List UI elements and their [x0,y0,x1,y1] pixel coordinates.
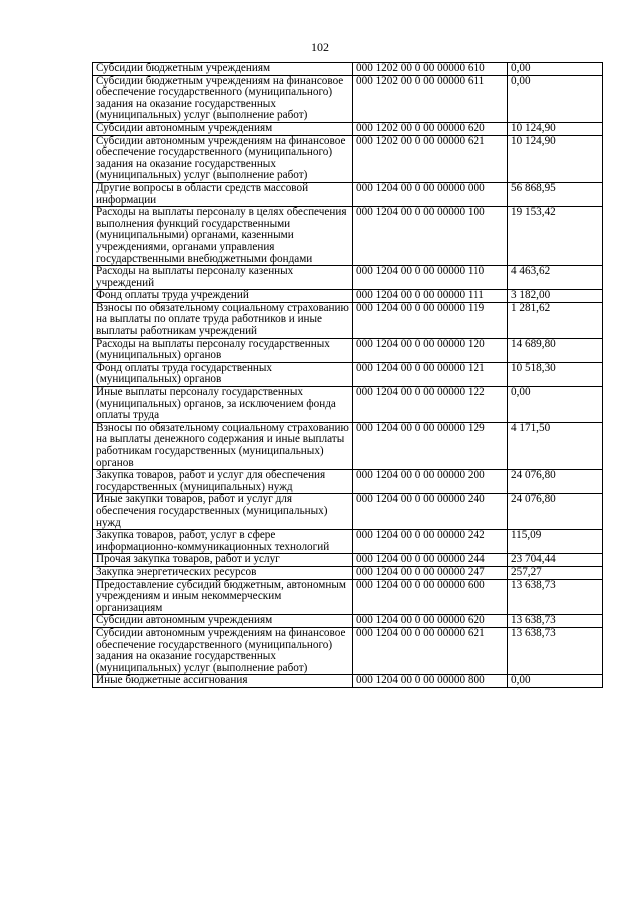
row-sum-cell: 4 463,62 [508,266,603,290]
table-row [93,302,603,338]
table-row [93,338,603,362]
table-row [93,290,603,303]
row-sum-cell: 257,27 [508,566,603,579]
table-row [93,615,603,628]
row-sum-cell: 0,00 [508,675,603,688]
row-sum-cell: 0,00 [508,387,603,423]
row-sum-cell: 0,00 [508,63,603,76]
table-row [93,362,603,386]
table-row [93,63,603,76]
row-code-cell: 000 1204 00 0 00 00000 000 [353,182,508,206]
row-name-cell: Субсидии автономным учреждениям [93,122,353,135]
row-name-cell: Прочая закупка товаров, работ и услуг [93,554,353,567]
table-row [93,422,603,469]
row-code-cell: 000 1204 00 0 00 00000 122 [353,387,508,423]
table-row [93,494,603,530]
row-sum-cell: 24 076,80 [508,494,603,530]
row-sum-cell: 10 124,90 [508,135,603,182]
row-name-cell: Расходы на выплаты персоналу казенных учреждений [93,266,353,290]
row-code-cell: 000 1204 00 0 00 00000 244 [353,554,508,567]
row-name-cell: Расходы на выплаты персоналу государственных (муниципальных) органов [93,338,353,362]
table-row [93,135,603,182]
row-sum-cell: 19 153,42 [508,207,603,266]
table-row [93,182,603,206]
row-name-cell: Фонд оплаты труда государственных (муниципальных) органов [93,362,353,386]
row-name-cell: Фонд оплаты труда учреждений [93,290,353,303]
table-row [93,566,603,579]
budget-table [92,62,603,688]
row-sum-cell: 10 518,30 [508,362,603,386]
row-sum-cell: 23 704,44 [508,554,603,567]
row-name-cell: Расходы на выплаты персоналу в целях обеспечения выполнения функций государственными (муниципальными) органами, казенными учреждениями, органами управления государственными внебюджетными фондами [93,207,353,266]
row-name-cell: Иные выплаты персоналу государственных (муниципальных) органов, за исключением фонда оплаты труда [93,387,353,423]
row-name-cell: Закупка товаров, работ и услуг для обеспечения государственных (муниципальных) нужд [93,470,353,494]
row-code-cell: 000 1204 00 0 00 00000 621 [353,627,508,674]
row-name-cell: Субсидии автономным учреждениям на финансовое обеспечение государственного (муниципального) задания на оказание государственных (муниципальных) услуг (выполнение работ) [93,627,353,674]
row-sum-cell: 4 171,50 [508,422,603,469]
row-sum-cell: 13 638,73 [508,627,603,674]
budget-table-body [93,63,603,688]
row-code-cell: 000 1204 00 0 00 00000 200 [353,470,508,494]
row-code-cell: 000 1202 00 0 00 00000 621 [353,135,508,182]
row-code-cell: 000 1204 00 0 00 00000 119 [353,302,508,338]
row-code-cell: 000 1202 00 0 00 00000 620 [353,122,508,135]
row-sum-cell: 10 124,90 [508,122,603,135]
row-name-cell: Предоставление субсидий бюджетным, автономным учреждениям и иным некоммерческим организациям [93,579,353,615]
row-code-cell: 000 1204 00 0 00 00000 800 [353,675,508,688]
row-sum-cell: 56 868,95 [508,182,603,206]
row-sum-cell: 3 182,00 [508,290,603,303]
row-code-cell: 000 1202 00 0 00 00000 611 [353,75,508,122]
row-name-cell: Субсидии бюджетным учреждениям [93,63,353,76]
row-code-cell: 000 1204 00 0 00 00000 100 [353,207,508,266]
table-row [93,470,603,494]
page-number: 102 [311,40,329,54]
table-row [93,122,603,135]
row-name-cell: Закупка товаров, работ, услуг в сфере информационно-коммуникационных технологий [93,530,353,554]
row-code-cell: 000 1204 00 0 00 00000 129 [353,422,508,469]
row-sum-cell: 0,00 [508,75,603,122]
table-row [93,387,603,423]
table-row [93,627,603,674]
table-row [93,530,603,554]
row-code-cell: 000 1204 00 0 00 00000 111 [353,290,508,303]
row-code-cell: 000 1204 00 0 00 00000 121 [353,362,508,386]
table-row [93,207,603,266]
table-row [93,554,603,567]
row-sum-cell: 115,09 [508,530,603,554]
row-sum-cell: 24 076,80 [508,470,603,494]
row-name-cell: Взносы по обязательному социальному страхованию на выплаты по оплате труда работников и иные выплаты работникам учреждений [93,302,353,338]
row-code-cell: 000 1204 00 0 00 00000 240 [353,494,508,530]
row-name-cell: Субсидии автономным учреждениям [93,615,353,628]
row-code-cell: 000 1204 00 0 00 00000 110 [353,266,508,290]
row-name-cell: Иные закупки товаров, работ и услуг для обеспечения государственных (муниципальных) нужд [93,494,353,530]
row-code-cell: 000 1204 00 0 00 00000 620 [353,615,508,628]
row-sum-cell: 14 689,80 [508,338,603,362]
row-code-cell: 000 1204 00 0 00 00000 247 [353,566,508,579]
row-code-cell: 000 1204 00 0 00 00000 120 [353,338,508,362]
row-sum-cell: 13 638,73 [508,579,603,615]
row-name-cell: Субсидии автономным учреждениям на финансовое обеспечение государственного (муниципального) задания на оказание государственных (муниципальных) услуг (выполнение работ) [93,135,353,182]
table-row [93,266,603,290]
row-sum-cell: 13 638,73 [508,615,603,628]
row-name-cell: Субсидии бюджетным учреждениям на финансовое обеспечение государственного (муниципального) задания на оказание государственных (муниципальных) услуг (выполнение работ) [93,75,353,122]
table-row [93,579,603,615]
row-name-cell: Иные бюджетные ассигнования [93,675,353,688]
row-sum-cell: 1 281,62 [508,302,603,338]
table-row [93,75,603,122]
row-code-cell: 000 1204 00 0 00 00000 242 [353,530,508,554]
row-name-cell: Закупка энергетических ресурсов [93,566,353,579]
row-code-cell: 000 1202 00 0 00 00000 610 [353,63,508,76]
table-row [93,675,603,688]
row-name-cell: Взносы по обязательному социальному страхованию на выплаты денежного содержания и иные выплаты работникам государственных (муниципальных) органов [93,422,353,469]
row-name-cell: Другие вопросы в области средств массовой информации [93,182,353,206]
row-code-cell: 000 1204 00 0 00 00000 600 [353,579,508,615]
